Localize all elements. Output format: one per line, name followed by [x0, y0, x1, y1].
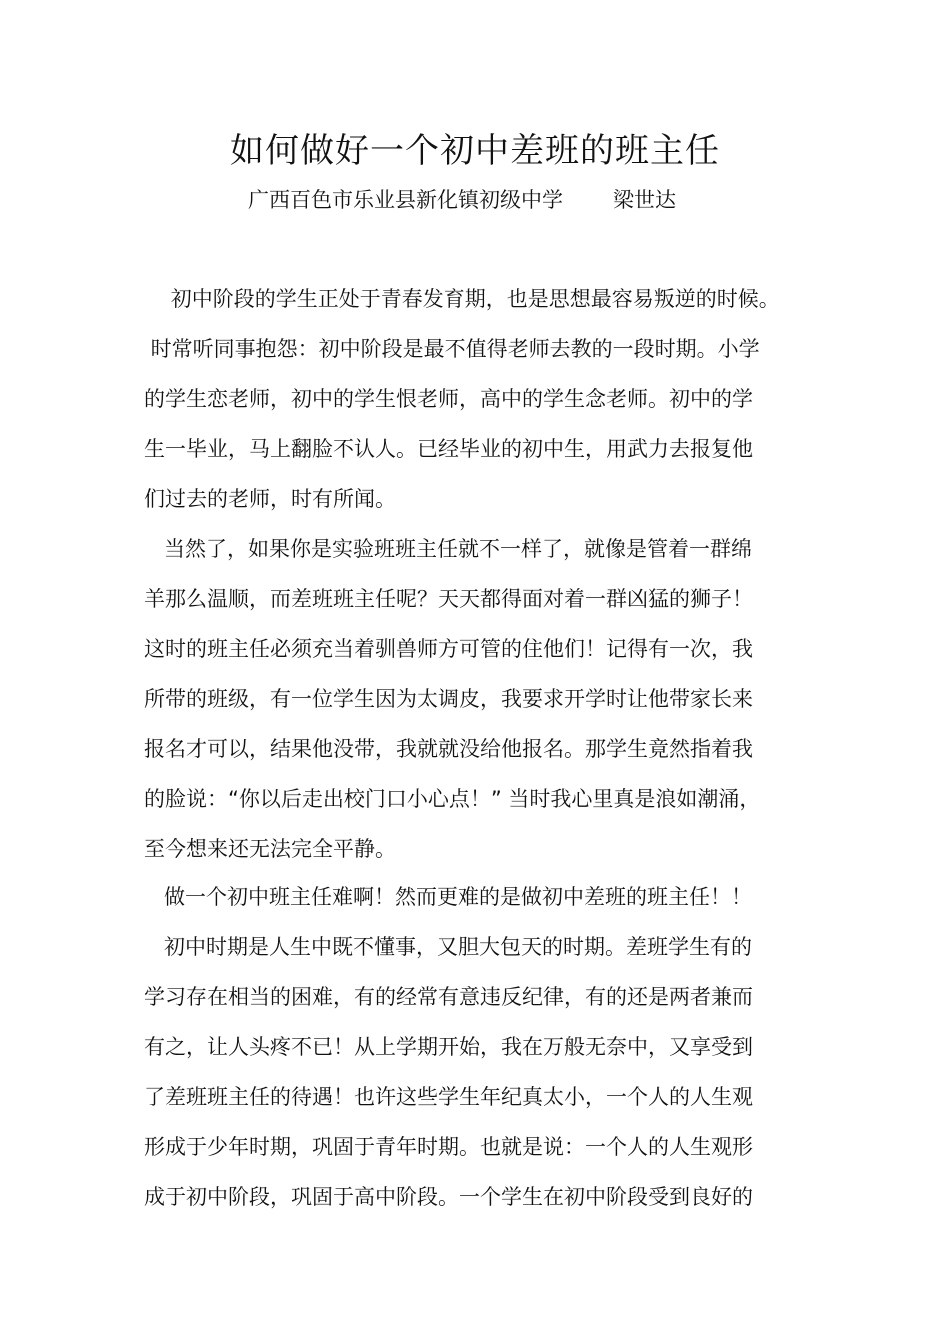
body-line: 形成于少年时期，巩固于青年时期。也就是说：一个人的人生观形 — [144, 1135, 753, 1159]
body-line: 有之，让人头疼不已！从上学期开始，我在万般无奈中，又享受到 — [144, 1035, 753, 1059]
body-line: 当然了，如果你是实验班班主任就不一样了，就像是管着一群绵 — [144, 537, 753, 561]
body-line: 初中阶段的学生正处于青春发育期，也是思想最容易叛逆的时候。 — [144, 287, 780, 311]
document-title: 如何做好一个初中差班的班主任 — [230, 131, 720, 171]
body-line: 生一毕业，马上翻脸不认人。已经毕业的初中生，用武力去报复他 — [144, 437, 753, 461]
body-line: 做一个初中班主任难啊！然而更难的是做初中差班的班主任！！ — [144, 885, 753, 909]
body-line: 报名才可以，结果他没带，我就就没给他报名。那学生竟然指着我 — [144, 737, 753, 761]
school-name: 广西百色市乐业县新化镇初级中学 — [248, 188, 563, 212]
body-line: 的学生恋老师，初中的学生恨老师，高中的学生念老师。初中的学 — [144, 387, 753, 411]
author-name: 梁世达 — [613, 188, 676, 212]
body-line: 这时的班主任必须充当着驯兽师方可管的住他们！记得有一次，我 — [144, 637, 753, 661]
body-line: 至今想来还无法完全平静。 — [144, 837, 396, 861]
body-line: 时常听同事抱怨：初中阶段是最不值得老师去教的一段时期。小学 — [144, 337, 760, 361]
body-line: 的脸说：“你以后走出校门口小心点！” 当时我心里真是浪如潮涌， — [144, 787, 761, 811]
body-line: 学习存在相当的困难，有的经常有意违反纪律，有的还是两者兼而 — [144, 985, 753, 1009]
body-line: 羊那么温顺，而差班班主任呢？天天都得面对着一群凶猛的狮子！ — [144, 587, 753, 611]
body-line: 成于初中阶段，巩固于高中阶段。一个学生在初中阶段受到良好的 — [144, 1185, 753, 1209]
byline — [248, 183, 676, 217]
body-line: 所带的班级，有一位学生因为太调皮，我要求开学时让他带家长来 — [144, 687, 753, 711]
body-line: 们过去的老师，时有所闻。 — [144, 487, 396, 511]
body-line: 了差班班主任的待遇！也许这些学生年纪真太小，一个人的人生观 — [144, 1085, 753, 1109]
body-line: 初中时期是人生中既不懂事，又胆大包天的时期。差班学生有的 — [144, 935, 753, 959]
